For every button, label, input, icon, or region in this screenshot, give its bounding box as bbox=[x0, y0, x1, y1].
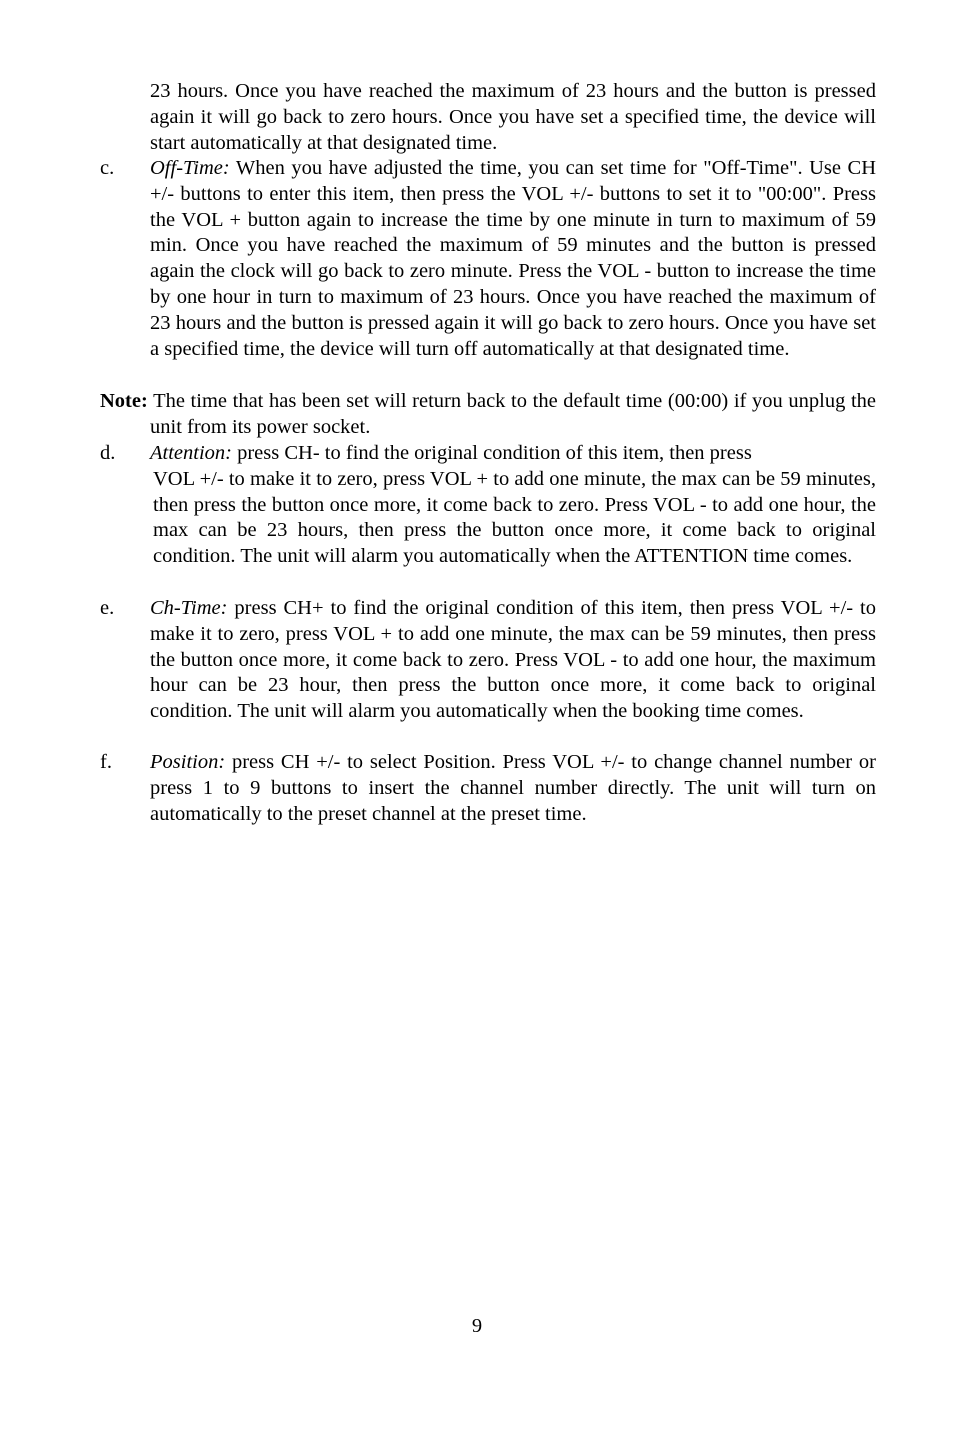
list-marker-d: d. bbox=[100, 442, 116, 464]
ch-time-paragraph bbox=[150, 596, 876, 725]
attention-first-line-text: press CH- to find the original condition of this item, then press bbox=[231, 442, 752, 464]
position-text: press CH +/- to select Position. Press VOL +/- to change channel number or press 1 to 9 buttons to insert the channel number directly. The unit will turn on automatically to the preset channel at the preset time. bbox=[150, 751, 876, 825]
off-time-term: Off-Time: bbox=[150, 157, 230, 179]
ch-time-text: press CH+ to find the original condition of this item, then press VOL +/- to make it to zero, press VOL + to add one minute, the max can be 59 minutes, then press the button once more, it come back to zero. Press VOL - to add one hour, the maximum hour can be 23 hour, then press the button once more, it come back to original condition. The unit will alarm you automatically when the booking time comes. bbox=[150, 597, 876, 723]
note-label: Note: bbox=[100, 390, 148, 412]
off-time-text: When you have adjusted the time, you can set time for "Off-Time". Use CH +/- buttons to enter this item, then press the VOL +/- buttons to set it to "00:00". Press the VOL + button again to increase the time by one minute in turn to maximum of 59 min. Once you have reached the maximum of 59 minutes and the button is pressed again the clock will go back to zero minute. Press the VOL - button to increase the time by one hour in turn to maximum of 23 hours. Once you have reached the maximum of 23 hours and the button is pressed again it will go back to zero hours. Once you have set a specified time, the device will turn off automatically at that designated time. bbox=[150, 157, 876, 360]
note-paragraph bbox=[100, 389, 876, 441]
list-item-position bbox=[100, 750, 876, 827]
page-number: 9 bbox=[471, 1315, 483, 1337]
list-item-off-time bbox=[100, 156, 876, 362]
continuation-text: 23 hours. Once you have reached the maximum of 23 hours and the button is pressed again it will go back to zero hours. Once you have set a specified time, the device will start automatically at that designated time. bbox=[150, 80, 876, 154]
list-item-attention bbox=[100, 441, 876, 570]
note-text: The time that has been set will return back to the default time (00:00) if you unplug the unit from its power socket. bbox=[147, 390, 876, 438]
attention-first-line bbox=[150, 441, 876, 467]
list-marker-e: e. bbox=[100, 597, 115, 619]
attention-term: Attention: bbox=[150, 442, 232, 464]
off-time-paragraph bbox=[150, 156, 876, 362]
list-marker-c: c. bbox=[100, 157, 115, 179]
note-block bbox=[100, 389, 876, 441]
ch-time-term: Ch-Time: bbox=[150, 597, 228, 619]
attention-text: VOL +/- to make it to zero, press VOL + to add one minute, the max can be 59 minutes, then press the button once more, it come back to zero. Press VOL - to add one hour, the max can be 23 hours, then press the button once more, it come back to original condition. The unit will alarm you automatically when the ATTENTION time comes. bbox=[153, 467, 876, 568]
position-paragraph bbox=[150, 750, 876, 827]
list-item-ch-time bbox=[100, 596, 876, 725]
continuation-paragraph bbox=[100, 79, 876, 156]
position-term: Position: bbox=[150, 751, 226, 773]
list-marker-f: f. bbox=[100, 751, 112, 773]
